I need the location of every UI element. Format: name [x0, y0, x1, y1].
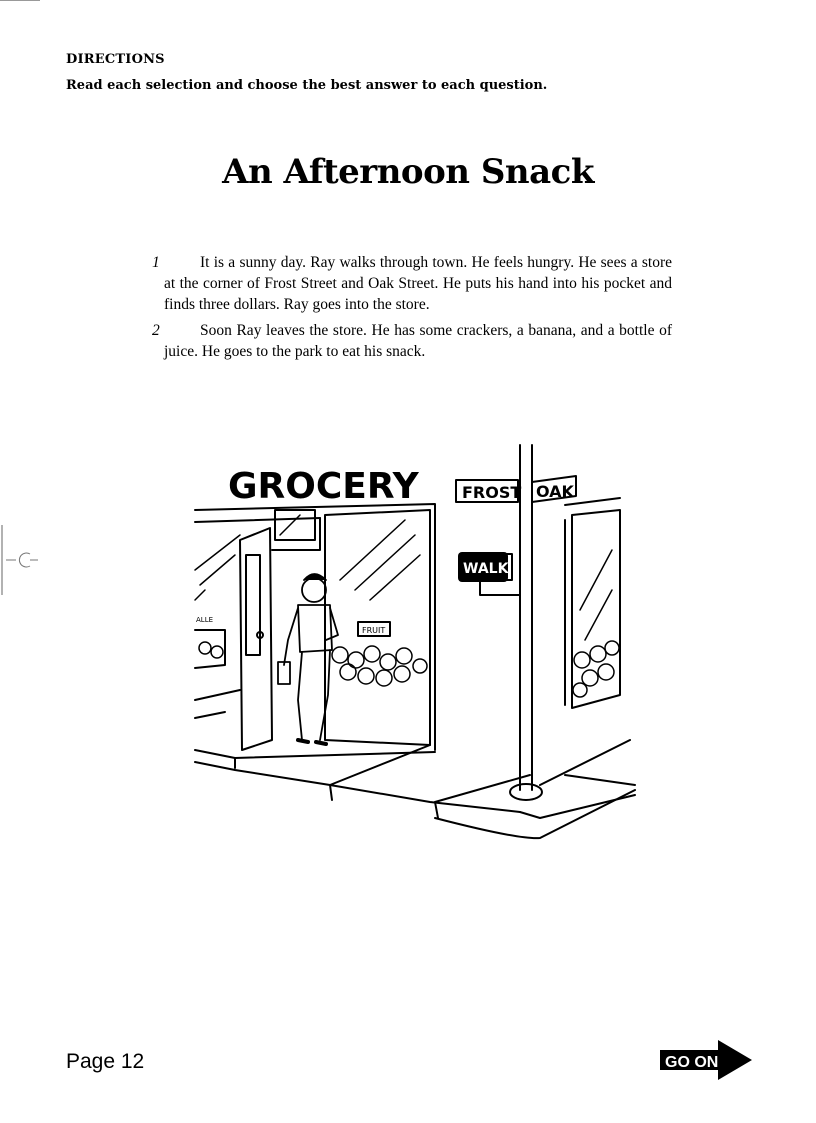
corner-crop-line — [0, 0, 40, 1]
directions-heading: DIRECTIONS — [66, 52, 165, 67]
go-on-arrow — [660, 1040, 756, 1080]
grocery-store-illustration — [180, 440, 640, 860]
left-bin-label: ALLE — [196, 616, 214, 624]
paragraph-number: 1 — [152, 254, 160, 271]
paragraph-2 — [152, 320, 672, 362]
grocery-sign-text: GROCERY — [228, 466, 419, 507]
oak-street-sign-text: OAK — [536, 482, 574, 501]
fruit-bin-label: FRUIT — [362, 626, 386, 635]
binder-hole-mark — [0, 525, 40, 595]
paragraph-1 — [152, 252, 672, 315]
walk-signal-text: WALK — [463, 561, 509, 577]
frost-street-sign-text: FROST — [462, 483, 522, 502]
paragraph-number: 2 — [152, 322, 160, 339]
go-on-label: GO ON — [665, 1054, 719, 1071]
paragraph-text: It is a sunny day. Ray walks through town. He feels hungry. He sees a store at the corner of Frost Street and Oak Street. He puts his hand into his pocket and finds three dollars. Ray goes into the store. — [164, 254, 672, 313]
page-number: Page 12 — [66, 1050, 145, 1073]
directions-text: Read each selection and choose the best answer to each question. — [66, 78, 548, 93]
passage-title: An Afternoon Snack — [222, 152, 594, 192]
paragraph-text: Soon Ray leaves the store. He has some crackers, a banana, and a bottle of juice. He goes to the park to eat his snack. — [164, 322, 672, 360]
